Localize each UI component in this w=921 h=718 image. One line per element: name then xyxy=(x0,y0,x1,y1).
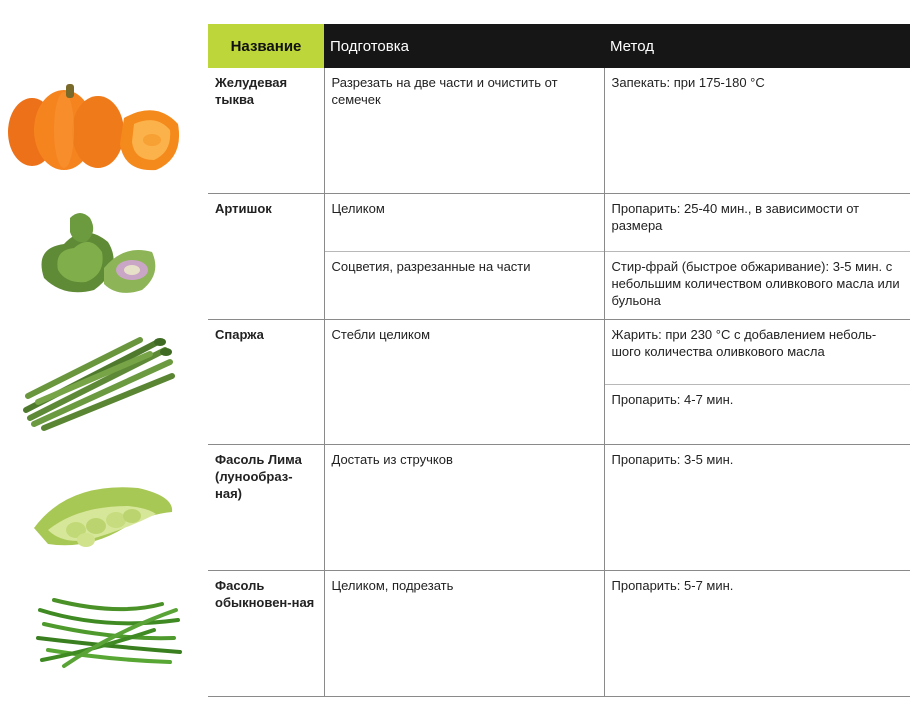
row-name: Спаржа xyxy=(208,319,324,444)
artichoke-image xyxy=(34,208,164,300)
green-beans-image xyxy=(34,590,184,672)
row-prep: Целиком, подрезать xyxy=(324,570,604,696)
pumpkin-image xyxy=(6,80,186,176)
row-prep: Стебли целиком xyxy=(324,319,604,444)
vegetable-images xyxy=(0,0,205,718)
table-row xyxy=(208,444,910,570)
row-name: Артишок xyxy=(208,193,324,319)
row-method: Пропарить: 5-7 мин. xyxy=(604,570,910,696)
table-row xyxy=(208,193,910,251)
row-prep-2: Соцветия, разрезанные на части xyxy=(324,251,604,319)
row-prep: Достать из стручков xyxy=(324,444,604,570)
row-method: Запекать: при 175-180 °С xyxy=(604,68,910,193)
row-method-2: Стир-фрай (быстрое обжаривание): 3-5 мин. с небольшим количеством оливкового масла или бульона xyxy=(604,251,910,319)
table-row xyxy=(208,319,910,384)
row-method: Пропарить: 3-5 мин. xyxy=(604,444,910,570)
row-prep: Целиком xyxy=(324,193,604,251)
asparagus-image xyxy=(20,332,175,432)
row-prep: Разрезать на две части и очистить от семечек xyxy=(324,68,604,193)
lima-beans-image xyxy=(28,478,178,554)
header-method: Метод xyxy=(604,24,910,68)
row-method: Пропарить: 25-40 мин., в зависимости от размера xyxy=(611,200,860,233)
header-name: Название xyxy=(208,24,324,68)
row-name: Желудевая тыква xyxy=(208,68,324,193)
table-row xyxy=(208,570,910,696)
table-row xyxy=(208,68,910,193)
row-method-2: Пропарить: 4-7 мин. xyxy=(604,384,910,444)
row-name: Фасоль Лима (лунообраз-ная) xyxy=(208,444,324,570)
header-prep: Подготовка xyxy=(324,24,604,68)
cooking-table xyxy=(208,24,910,697)
row-name: Фасоль обыкновен-ная xyxy=(208,570,324,696)
table-header xyxy=(208,24,910,68)
row-method: Жарить: при 230 °С с добавлением неболь-шого количества оливкового масла xyxy=(611,326,877,359)
